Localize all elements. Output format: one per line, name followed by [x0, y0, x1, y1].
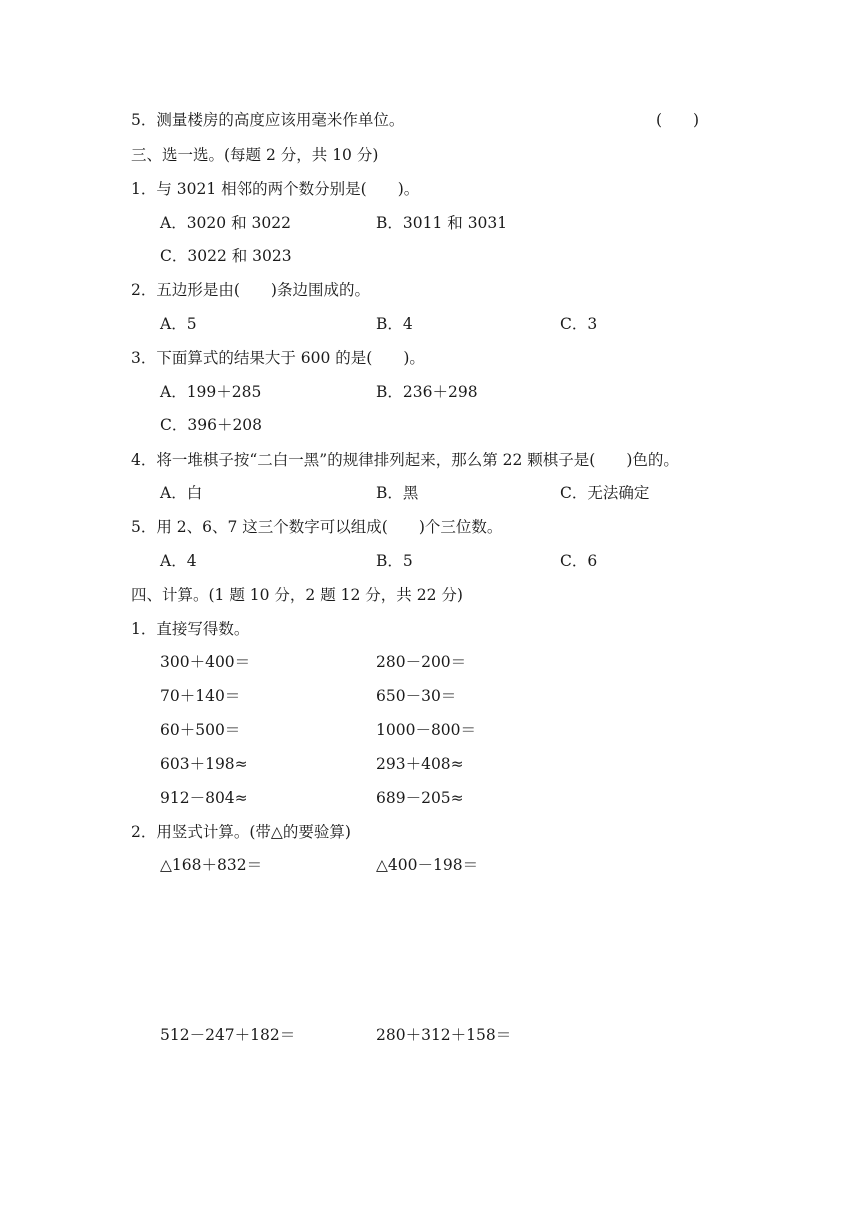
- oral-calc-item: 689－205≈: [376, 789, 464, 807]
- oral-calc-item: 293＋408≈: [376, 755, 464, 773]
- question-4-option-c: C．无法确定: [560, 484, 650, 502]
- oral-calc-item: 70＋140＝: [160, 687, 241, 705]
- question-4-option-b: B．黑: [376, 484, 419, 502]
- question-5-stem: 5．用 2、6、7 这三个数字可以组成( )个三位数。: [131, 518, 503, 536]
- oral-calc-item: 280－200＝: [376, 653, 467, 671]
- question-4-stem: 4．将一堆棋子按“二白一黑”的规律排列起来，那么第 22 颗棋子是( )色的。: [131, 451, 679, 469]
- question-1-option-c: C．3022 和 3023: [160, 247, 292, 265]
- section-4-title: 四、计算。(1 题 10 分，2 题 12 分，共 22 分): [131, 586, 463, 604]
- oral-calc-item: 300＋400＝: [160, 653, 251, 671]
- oral-calc-item: 603＋198≈: [160, 755, 248, 773]
- answer-blank[interactable]: ( ): [656, 111, 700, 129]
- oral-calc-item: 60＋500＝: [160, 721, 241, 739]
- question-2-option-c: C．3: [560, 315, 598, 333]
- question-2-option-b: B．4: [376, 315, 413, 333]
- question-1-stem: 1．与 3021 相邻的两个数分别是( )。: [131, 180, 420, 198]
- part-2-title: 2．用竖式计算。(带△的要验算): [131, 823, 351, 841]
- oral-calc-item: 1000－800＝: [376, 721, 477, 739]
- question-1-option-b: B．3011 和 3031: [376, 214, 508, 232]
- judge-question-5: 5．测量楼房的高度应该用毫米作单位。: [131, 111, 405, 129]
- vertical-calc-item: △168＋832＝: [160, 856, 263, 874]
- question-1-option-a: A．3020 和 3022: [160, 214, 291, 232]
- question-2-option-a: A．5: [160, 315, 197, 333]
- oral-calc-item: 650－30＝: [376, 687, 457, 705]
- question-2-stem: 2．五边形是由( )条边围成的。: [131, 281, 370, 299]
- question-3-option-b: B．236＋298: [376, 383, 478, 401]
- vertical-calc-item: 280＋312＋158＝: [376, 1026, 512, 1044]
- question-3-option-c: C．396＋208: [160, 416, 263, 434]
- vertical-calc-item: 512－247＋182＝: [160, 1026, 296, 1044]
- vertical-calc-item: △400－198＝: [376, 856, 479, 874]
- section-3-title: 三、选一选。(每题 2 分，共 10 分): [131, 146, 379, 164]
- question-5-option-b: B．5: [376, 552, 413, 570]
- question-3-option-a: A．199＋285: [160, 383, 262, 401]
- oral-calc-item: 912－804≈: [160, 789, 248, 807]
- part-1-title: 1．直接写得数。: [131, 620, 250, 638]
- question-4-option-a: A．白: [160, 484, 203, 502]
- question-5-option-a: A．4: [160, 552, 197, 570]
- question-5-option-c: C．6: [560, 552, 598, 570]
- question-3-stem: 3．下面算式的结果大于 600 的是( )。: [131, 349, 425, 367]
